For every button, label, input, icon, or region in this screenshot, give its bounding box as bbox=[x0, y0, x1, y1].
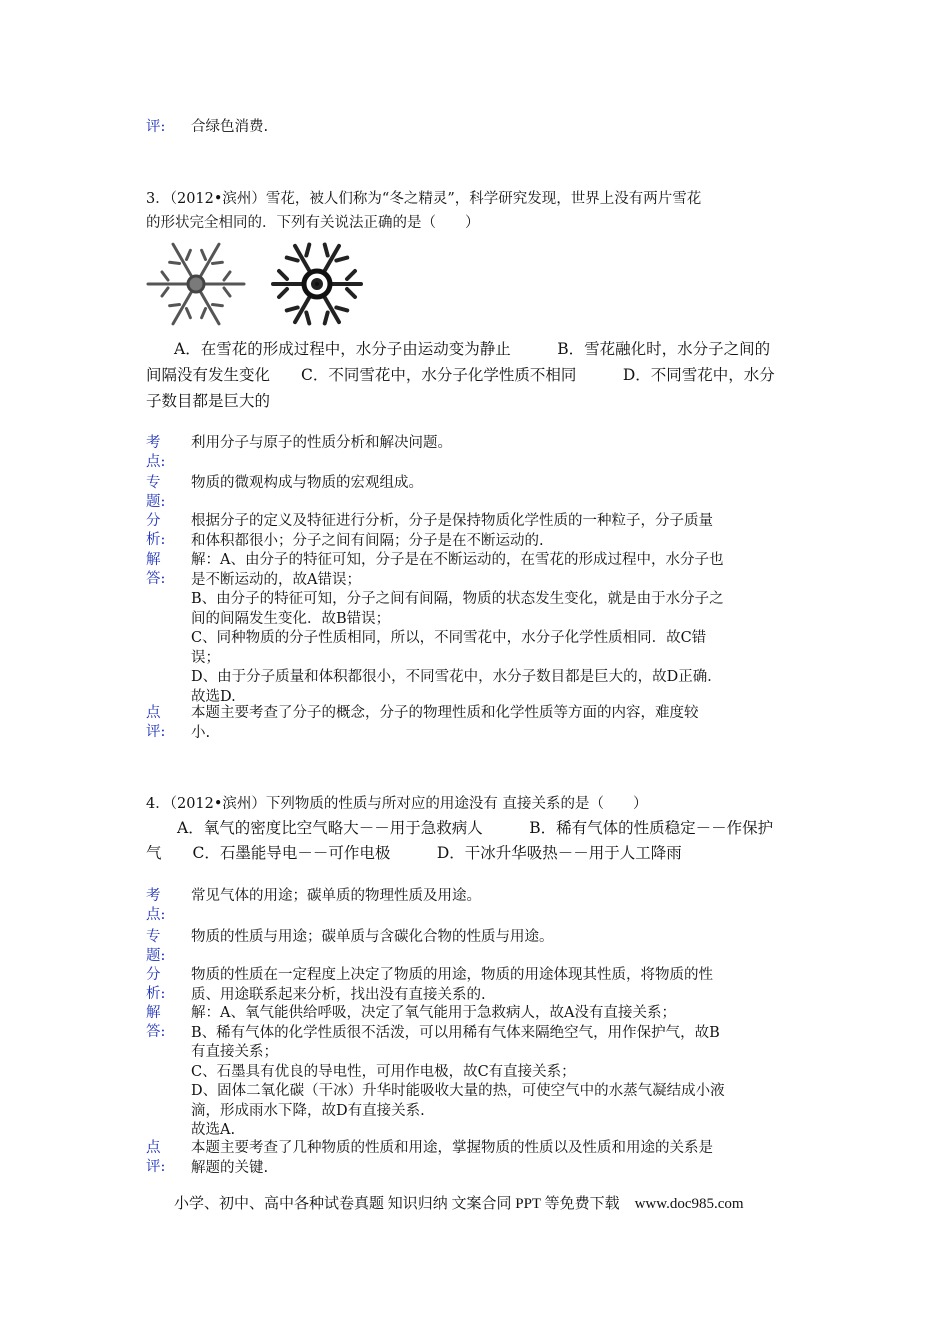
q3-fenxi: 根据分子的定义及特征进行分析，分子是保持物质化学性质的一种粒子，分子质量 和体积都很小；分子之间有间隔；分子是在不断运动的. bbox=[191, 513, 713, 549]
q3-zhuanti-label: 专 题: bbox=[146, 475, 166, 510]
q3-stem-line1: 3．（2012•滨州）雪花，被人们称为“冬之精灵”，科学研究发现，世界上没有两片雪花 bbox=[146, 191, 702, 207]
q3-option-line2: 间隔没有发生变化 C．不同雪花中，水分子化学性质不相同 D．不同雪花中，水分 bbox=[146, 366, 775, 384]
q4-kaodian-label: 考 点: bbox=[146, 888, 166, 923]
q3-stem-line2: 的形状完全相同的．下列有关说法正确的是（ ） bbox=[146, 215, 480, 231]
q3-jieda-label: 解 答: bbox=[146, 552, 166, 587]
snowflake-image-1 bbox=[144, 236, 248, 332]
q4-jieda: 解：A、氧气能供给呼吸，决定了氧气能用于急救病人，故A没有直接关系； B、稀有气体的化学性质很不活泼，可以用稀有气体来隔绝空气，用作保护气，故B 有直接关系； C、石墨具有优良的导电性，可用作电极，故C有直接关系； D、固体二氧化碳（干冰）升华时能吸收大量的热，可使空气中的水蒸气凝结成小液 滴，形成雨水下降，故D有直接关系. 故选A. bbox=[191, 1005, 725, 1138]
footer-text: 小学、初中、高中各种试卷真题 知识归纳 文案合同 PPT 等免费下载 www.doc985.com bbox=[174, 1196, 744, 1212]
q3-fenxi-label: 分 析: bbox=[146, 513, 166, 548]
q4-option-line2: 气 C．石墨能导电－－可作电极 D．干冰升华吸热－－用于人工降雨 bbox=[146, 844, 682, 862]
q4-fenxi-label: 分 析: bbox=[146, 967, 166, 1002]
q3-option-line1: A．在雪花的形成过程中，水分子由运动变为静止 B．雪花融化时，水分子之间的 bbox=[174, 340, 771, 358]
snowflake-image-2 bbox=[268, 236, 366, 332]
q4-kaodian: 常见气体的用途；碳单质的物理性质及用途。 bbox=[191, 888, 481, 904]
prev-pingping-label: 评: bbox=[146, 119, 166, 135]
q3-dianping: 本题主要考查了分子的概念，分子的物理性质和化学性质等方面的内容，难度较 小. bbox=[191, 705, 699, 741]
q4-option-line1: A．氧气的密度比空气略大－－用于急救病人 B．稀有气体的性质稳定－－作保护 bbox=[146, 819, 774, 837]
q4-jieda-label: 解 答: bbox=[146, 1005, 166, 1040]
prev-pingping-text: 合绿色消费. bbox=[191, 119, 269, 135]
q4-zhuanti: 物质的性质与用途；碳单质与含碳化合物的性质与用途。 bbox=[191, 929, 554, 945]
q4-fenxi: 物质的性质在一定程度上决定了物质的用途，物质的用途体现其性质，将物质的性 质、用途联系起来分析，找出没有直接关系的. bbox=[191, 967, 713, 1003]
q3-dianping-label: 点 评: bbox=[146, 705, 166, 740]
q3-zhuanti: 物质的微观构成与物质的宏观组成。 bbox=[191, 475, 423, 491]
q3-option-line3: 子数目都是巨大的 bbox=[146, 392, 271, 410]
q3-kaodian: 利用分子与原子的性质分析和解决问题。 bbox=[191, 435, 452, 451]
q3-jieda: 解：A、由分子的特征可知，分子是在不断运动的，在雪花的形成过程中，水分子也 是不断运动的，故A错误； B、由分子的特征可知，分子之间有间隔，物质的状态发生变化，就是由于水分子之 间的间隔发生变化．故B错误； C、同种物质的分子性质相同，所以，不同雪花中，水分子化学性质相同．故C错 误； D、由于分子质量和体积都很小，不同雪花中，水分子数目都是巨大的，故D正确． 故选D. bbox=[191, 552, 724, 705]
q4-stem-line1: 4．（2012•滨州）下列物质的性质与所对应的用途没有 直接关系的是（ ） bbox=[146, 796, 648, 812]
q4-dianping: 本题主要考查了几种物质的性质和用途，掌握物质的性质以及性质和用途的关系是 解题的关键. bbox=[191, 1140, 713, 1176]
q4-dianping-label: 点 评: bbox=[146, 1140, 166, 1175]
q4-zhuanti-label: 专 题: bbox=[146, 929, 166, 964]
q3-kaodian-label: 考 点: bbox=[146, 435, 166, 470]
